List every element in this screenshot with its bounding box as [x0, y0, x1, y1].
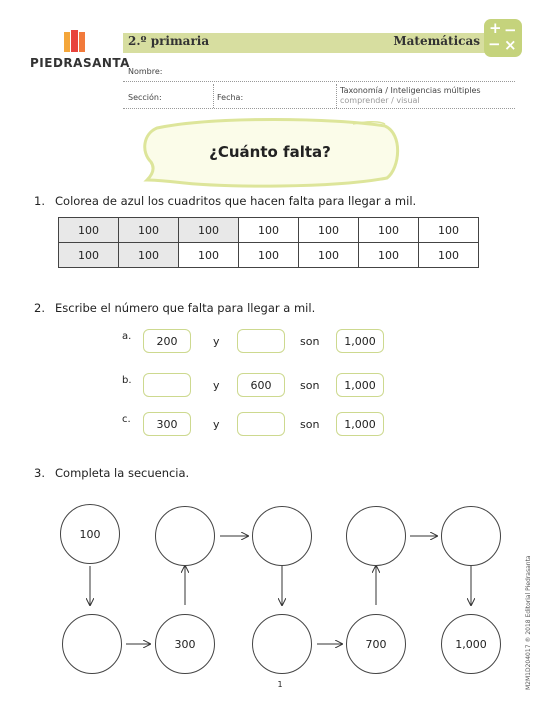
math-operations-icon: + − − × — [484, 19, 522, 57]
date-label: Fecha: — [217, 93, 244, 102]
total-box: 1,000 — [336, 373, 384, 397]
subject-label: Matemáticas — [393, 34, 480, 48]
are-word: son — [300, 379, 320, 392]
answer-box[interactable]: 600 — [237, 373, 285, 397]
grade-label: 2.º primaria — [128, 34, 210, 48]
table-cell[interactable]: 100 — [419, 243, 479, 268]
table-row — [59, 218, 479, 243]
item-letter: b. — [122, 375, 132, 386]
answer-box[interactable]: 300 — [143, 412, 191, 436]
taxonomy-label: Taxonomía / Inteligencias múltiples — [340, 86, 481, 95]
divider — [336, 84, 337, 108]
and-word: y — [213, 335, 220, 348]
are-word: son — [300, 335, 320, 348]
sequence-circle: 1,000 — [441, 614, 501, 674]
item-letter: a. — [122, 331, 132, 342]
page-number: 1 — [277, 680, 283, 689]
total-box: 1,000 — [336, 412, 384, 436]
q1-number: 1. — [34, 194, 45, 208]
table-cell[interactable]: 100 — [179, 218, 239, 243]
sequence-circle[interactable] — [252, 506, 312, 566]
sequence-circle: 700 — [346, 614, 406, 674]
q1-instruction: Colorea de azul los cuadritos que hacen falta para llegar a mil. — [55, 194, 417, 208]
table-cell[interactable]: 100 — [119, 243, 179, 268]
sequence-circle[interactable] — [62, 614, 122, 674]
answer-box[interactable] — [237, 412, 285, 436]
sequence-circle[interactable] — [155, 506, 215, 566]
section-label: Sección: — [128, 93, 162, 102]
brand-logo-text: PIEDRASANTA — [30, 56, 130, 70]
section-line — [123, 108, 515, 109]
total-box: 1,000 — [336, 329, 384, 353]
q3-number: 3. — [34, 466, 45, 480]
sequence-circle: 100 — [60, 504, 120, 564]
taxonomy-value: comprender / visual — [340, 96, 420, 105]
table-cell[interactable]: 100 — [179, 243, 239, 268]
table-row — [59, 243, 479, 268]
q2-instruction: Escribe el número que falta para llegar a mil. — [55, 301, 316, 315]
table-cell[interactable]: 100 — [59, 243, 119, 268]
table-cell[interactable]: 100 — [359, 243, 419, 268]
page-title: ¿Cuánto falta? — [209, 143, 331, 161]
item-letter: c. — [122, 414, 131, 425]
copyright-code: M2M1D204017 ® 2018 Editorial Piedrasanta — [525, 555, 532, 690]
sequence-circle[interactable] — [441, 506, 501, 566]
table-cell[interactable]: 100 — [239, 218, 299, 243]
q3-instruction: Completa la secuencia. — [55, 466, 190, 480]
sequence-circle: 300 — [155, 614, 215, 674]
are-word: son — [300, 418, 320, 431]
table-cell[interactable]: 100 — [59, 218, 119, 243]
divider — [213, 84, 214, 108]
sequence-circle[interactable] — [252, 614, 312, 674]
table-cell[interactable]: 100 — [359, 218, 419, 243]
and-word: y — [213, 379, 220, 392]
answer-box[interactable] — [143, 373, 191, 397]
table-cell[interactable]: 100 — [419, 218, 479, 243]
book-logo-icon — [64, 30, 86, 54]
table-cell[interactable]: 100 — [299, 243, 359, 268]
answer-box[interactable]: 200 — [143, 329, 191, 353]
table-cell[interactable]: 100 — [239, 243, 299, 268]
name-line[interactable] — [123, 81, 515, 82]
q2-number: 2. — [34, 301, 45, 315]
answer-box[interactable] — [237, 329, 285, 353]
hundreds-table — [58, 217, 479, 268]
name-label: Nombre: — [128, 67, 163, 76]
sequence-circle[interactable] — [346, 506, 406, 566]
and-word: y — [213, 418, 220, 431]
table-cell[interactable]: 100 — [299, 218, 359, 243]
table-cell[interactable]: 100 — [119, 218, 179, 243]
